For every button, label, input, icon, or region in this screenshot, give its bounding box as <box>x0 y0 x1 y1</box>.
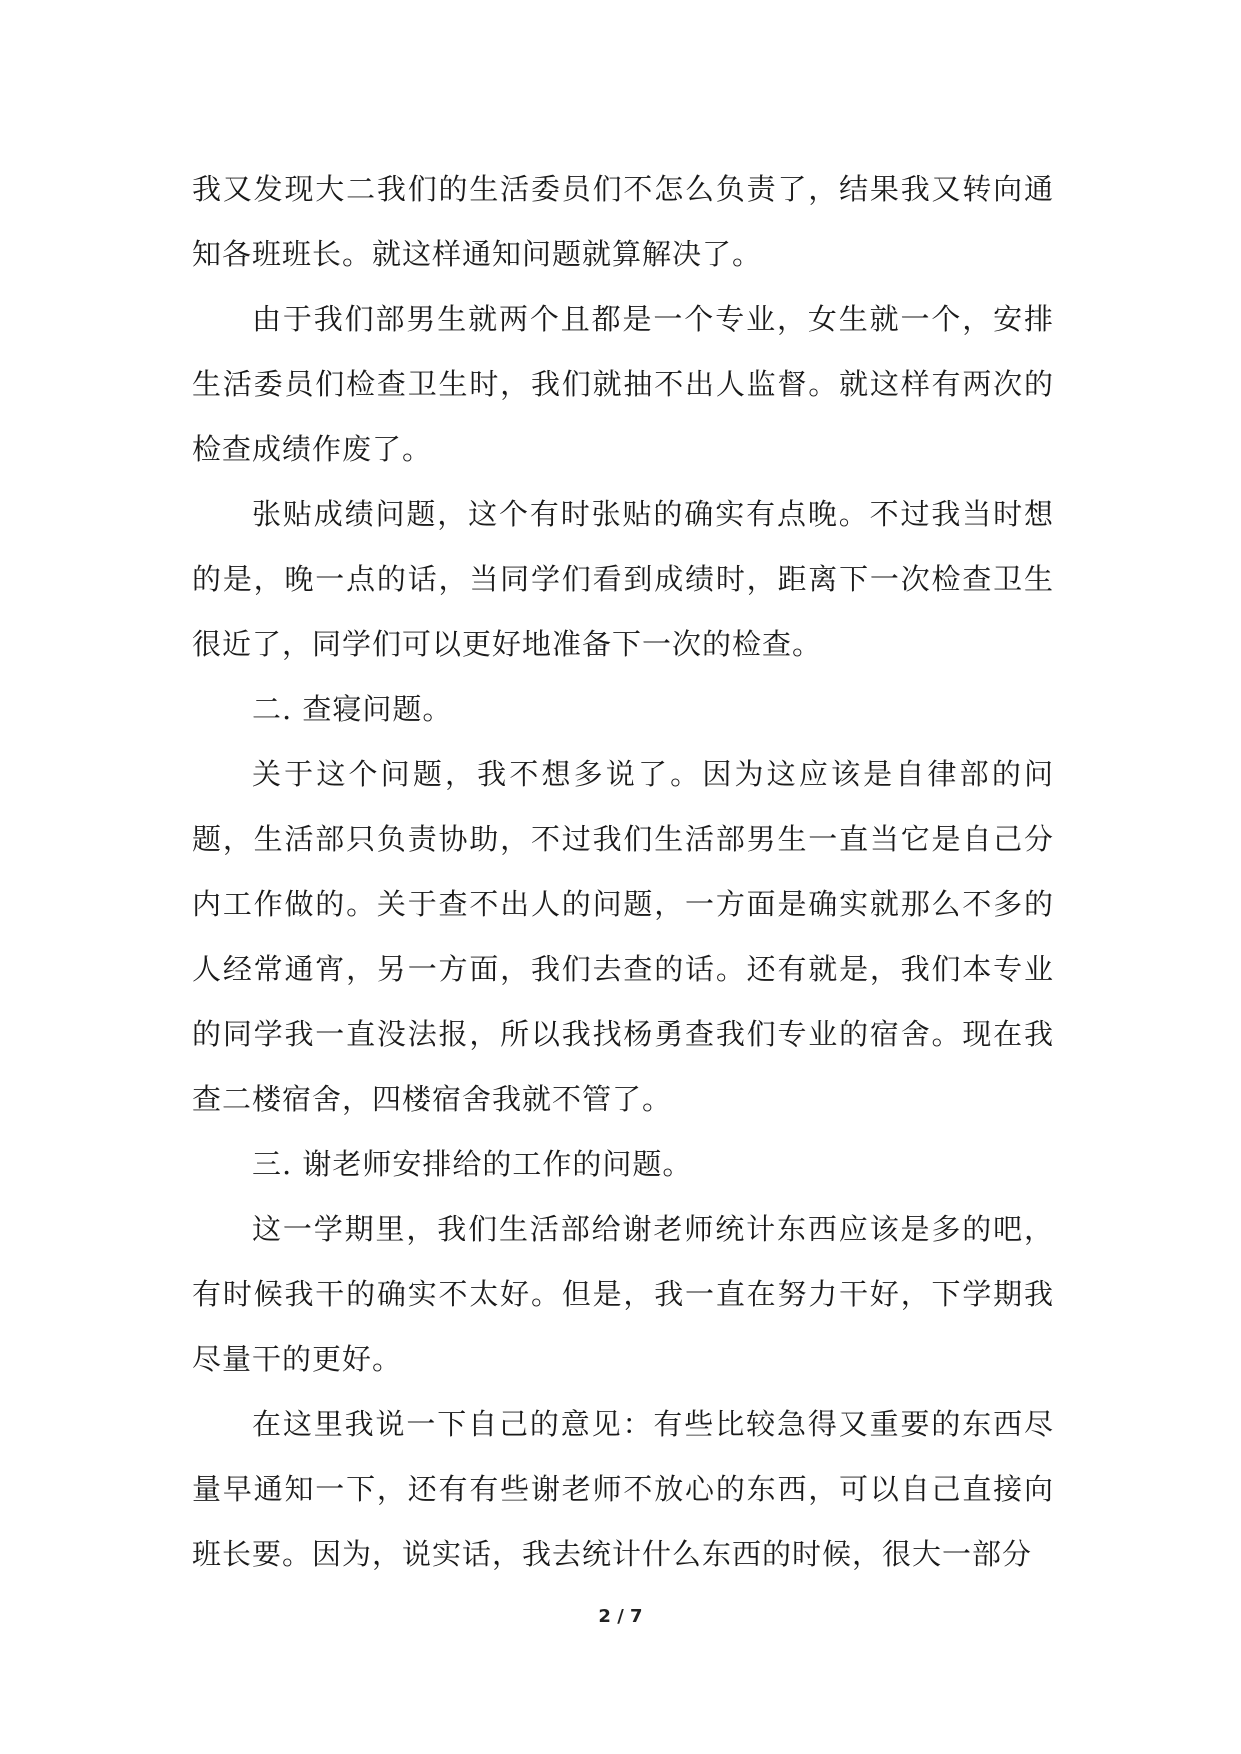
paragraph-2: 由于我们部男生就两个且都是一个专业，女生就一个，安排生活委员们检查卫生时，我们就抽不出人监督。就这样有两次的检查成绩作废了。 <box>192 302 1054 466</box>
section-heading-3: 三. 谢老师安排给的工作的问题。 <box>252 1147 693 1181</box>
body-text <box>192 157 1054 1587</box>
paragraph-1: 我又发现大二我们的生活委员们不怎么负责了，结果我又转向通知各班班长。就这样通知问题就算解决了。 <box>192 172 1054 271</box>
page-number: 2 / 7 <box>598 1606 643 1627</box>
paragraph-4: 关于这个问题，我不想多说了。因为这应该是自律部的问题，生活部只负责协助，不过我们生活部男生一直当它是自己分内工作做的。关于查不出人的问题，一方面是确实就那么不多的人经常通宵，另一方面，我们去查的话。还有就是，我们本专业的同学我一直没法报，所以我找杨勇查我们专业的宿舍。现在我查二楼宿舍，四楼宿舍我就不管了。 <box>192 757 1054 1116</box>
paragraph-3: 张贴成绩问题，这个有时张贴的确实有点晚。不过我当时想的是，晚一点的话，当同学们看到成绩时，距离下一次检查卫生很近了，同学们可以更好地准备下一次的检查。 <box>192 497 1054 661</box>
paragraph-5: 这一学期里，我们生活部给谢老师统计东西应该是多的吧，有时候我干的确实不太好。但是，我一直在努力干好，下学期我尽量干的更好。 <box>192 1212 1054 1376</box>
paragraph-6: 在这里我说一下自己的意见：有些比较急得又重要的东西尽量早通知一下，还有有些谢老师不放心的东西，可以自己直接向班长要。因为，说实话，我去统计什么东西的时候，很大一部分 <box>192 1407 1054 1571</box>
section-heading-2: 二. 查寝问题。 <box>252 692 453 726</box>
